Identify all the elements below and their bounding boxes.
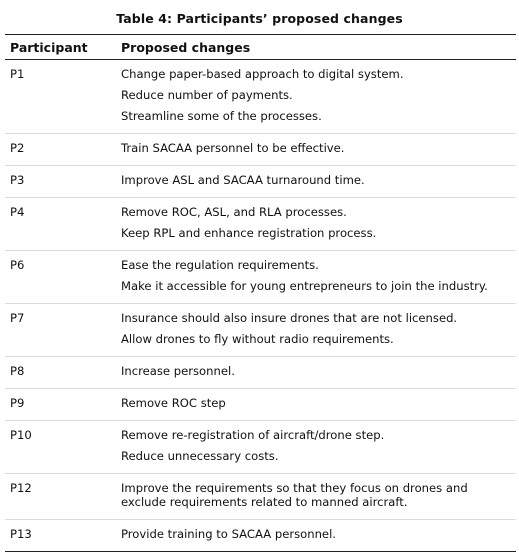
participant-cell: P9 (10, 396, 25, 410)
changes-cell (115, 198, 516, 250)
change-item: Ease the regulation requirements. (121, 258, 319, 272)
changes-cell (115, 474, 516, 519)
table-row (5, 357, 516, 389)
change-item: Streamline some of the processes. (121, 109, 322, 123)
proposed-changes-table (5, 34, 516, 552)
table-caption: Table 4: Participants’ proposed changes (116, 11, 403, 26)
changes-cell (115, 304, 516, 356)
table-row (5, 60, 516, 134)
changes-cell (115, 357, 516, 388)
change-item: Improve the requirements so that they focus on drones and exclude requirements related to manned aircraft. (121, 481, 468, 509)
participant-cell: P13 (10, 527, 32, 541)
change-item: Reduce number of payments. (121, 88, 293, 102)
participant-cell: P4 (10, 205, 25, 219)
table-row (5, 421, 516, 474)
change-item: Insurance should also insure drones that are not licensed. (121, 311, 458, 325)
changes-cell (115, 520, 516, 551)
participant-cell: P3 (10, 173, 25, 187)
participant-cell: P6 (10, 258, 25, 272)
change-item: Reduce unnecessary costs. (121, 449, 279, 463)
change-item: Provide training to SACAA personnel. (121, 527, 336, 541)
table-row (5, 251, 516, 304)
header-participant: Participant (10, 39, 88, 55)
table-body (5, 60, 516, 551)
changes-cell (115, 421, 516, 473)
change-item: Make it accessible for young entrepreneurs to join the industry. (121, 279, 488, 293)
table-header-row (5, 35, 516, 60)
participant-cell: P10 (10, 428, 32, 442)
table-row (5, 520, 516, 551)
changes-cell (115, 60, 516, 133)
participant-cell: P2 (10, 141, 25, 155)
changes-cell (115, 134, 516, 165)
participant-cell: P7 (10, 311, 25, 325)
change-item: Change paper-based approach to digital system. (121, 67, 404, 81)
table-row (5, 198, 516, 251)
changes-cell (115, 251, 516, 303)
change-item: Remove ROC, ASL, and RLA processes. (121, 205, 347, 219)
changes-cell (115, 389, 516, 420)
participant-cell: P12 (10, 481, 32, 495)
table-row (5, 389, 516, 421)
participant-cell: P8 (10, 364, 25, 378)
change-item: Keep RPL and enhance registration process. (121, 226, 377, 240)
table-row (5, 166, 516, 198)
participant-cell: P1 (10, 67, 25, 81)
change-item: Remove re-registration of aircraft/drone step. (121, 428, 385, 442)
change-item: Allow drones to fly without radio requirements. (121, 332, 394, 346)
table-row (5, 134, 516, 166)
table-row (5, 304, 516, 357)
change-item: Increase personnel. (121, 364, 235, 378)
table-row (5, 474, 516, 520)
header-proposed-changes: Proposed changes (121, 39, 251, 55)
changes-cell (115, 166, 516, 197)
change-item: Remove ROC step (121, 396, 226, 410)
change-item: Improve ASL and SACAA turnaround time. (121, 173, 365, 187)
change-item: Train SACAA personnel to be effective. (121, 141, 345, 155)
